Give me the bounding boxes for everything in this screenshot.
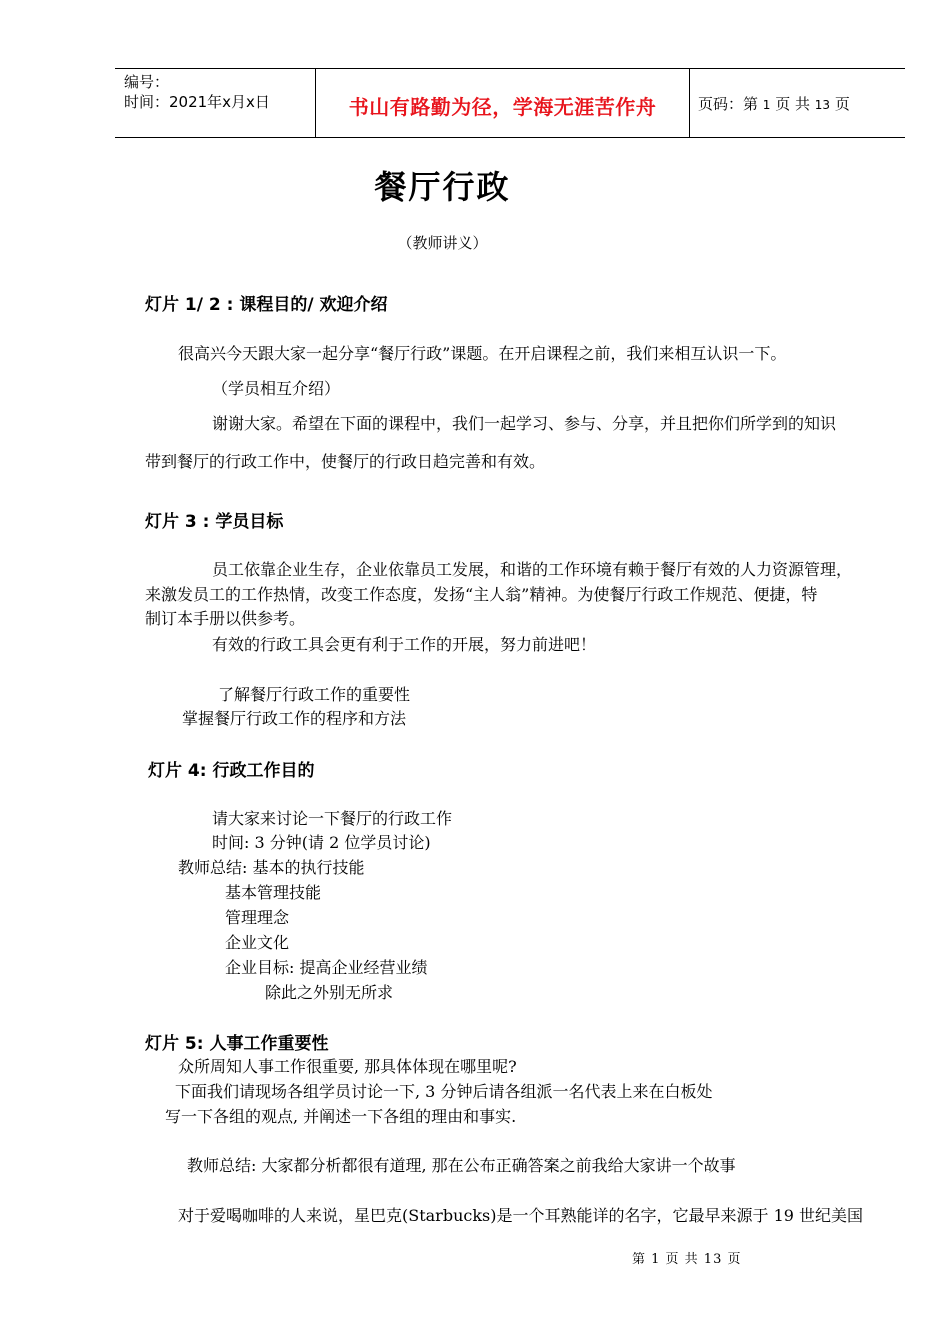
list-item: 基本管理技能: [225, 883, 322, 902]
list-item: 除此之外别无所求: [265, 983, 394, 1002]
date-label: 时间：2021年x月x日: [124, 93, 270, 111]
header-divider: [689, 69, 690, 137]
section-heading-slide-1-2: 灯片 1/ 2 : 课程目的/ 欢迎介绍: [145, 295, 388, 315]
header-meta: [124, 72, 270, 112]
serial-number-label: 编号：: [124, 73, 170, 91]
goal-item: 了解餐厅行政工作的重要性: [218, 685, 411, 704]
list-item: 企业文化: [225, 933, 290, 952]
paragraph: 来激发员工的工作热情，改变工作态度，发扬“主人翁”精神。为使餐厅行政工作规范、便捷，特: [145, 585, 818, 604]
paragraph: 员工依靠企业生存，企业依靠员工发展，和谐的工作环境有赖于餐厅有效的人力资源管理，: [212, 560, 853, 579]
page-suffix: 页: [834, 95, 850, 113]
paragraph: 有效的行政工具会更有利于工作的开展，努力前进吧！: [212, 635, 597, 654]
page-footer: 第 1 页 共 13 页: [632, 1252, 742, 1267]
paragraph: 下面我们请现场各组学员讨论一下, 3 分钟后请各组派一名代表上来在白板处: [175, 1082, 713, 1101]
page-total: 13: [814, 98, 831, 112]
paragraph: 很高兴今天跟大家一起分享“餐厅行政”课题。在开启课程之前，我们来相互认识一下。: [178, 344, 787, 363]
paragraph: 谢谢大家。希望在下面的课程中，我们一起学习、参与、分享，并且把你们所学到的知识: [212, 414, 837, 433]
list-item: 管理理念: [225, 908, 290, 927]
section-heading-slide-4: 灯片 4: 行政工作目的: [148, 761, 315, 781]
list-item: 请大家来讨论一下餐厅的行政工作: [212, 809, 453, 828]
paragraph: 教师总结: 大家都分析都很有道理, 那在公布正确答案之前我给大家讲一个故事: [187, 1156, 736, 1175]
document-title: 餐厅行政: [374, 168, 511, 206]
document-header: [115, 68, 905, 138]
paragraph: （学员相互介绍）: [212, 379, 341, 398]
paragraph: 写一下各组的观点, 并阐述一下各组的理由和事实.: [165, 1107, 517, 1126]
goal-item: 掌握餐厅行政工作的程序和方法: [182, 709, 407, 728]
list-item: 教师总结: 基本的执行技能: [178, 858, 365, 877]
paragraph: 对于爱喝咖啡的人来说，星巴克(Starbucks)是一个耳熟能详的名字，它最早来源于 19 世纪美国: [178, 1206, 864, 1225]
paragraph: 众所周知人事工作很重要, 那具体体现在哪里呢?: [178, 1057, 517, 1076]
list-item: 时间: 3 分钟(请 2 位学员讨论): [212, 833, 431, 852]
section-heading-slide-3: 灯片 3 : 学员目标: [145, 512, 284, 532]
header-motto: 书山有路勤为径，学海无涯苦作舟: [348, 95, 657, 119]
paragraph: 带到餐厅的行政工作中，使餐厅的行政日趋完善和有效。: [145, 452, 546, 471]
page-current: 1: [762, 98, 771, 112]
page-mid: 页 共: [775, 95, 810, 113]
page-prefix: 页码：第: [698, 95, 759, 113]
paragraph: 制订本手册以供参考。: [145, 609, 306, 628]
list-item: 企业目标: 提高企业经营业绩: [225, 958, 428, 977]
header-page-number: [698, 93, 850, 114]
section-heading-slide-5: 灯片 5: 人事工作重要性: [145, 1034, 329, 1054]
document-subtitle: （教师讲义）: [397, 234, 488, 252]
